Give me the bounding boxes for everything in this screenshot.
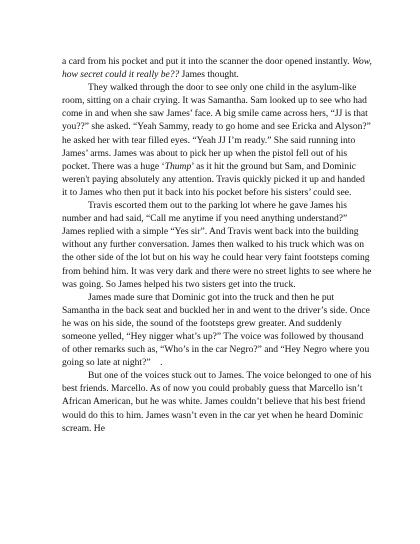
paragraph [62, 291, 372, 370]
text-run: a card from his pocket and put it into the scanner the door opened instantly. [62, 56, 352, 67]
body-text [62, 55, 372, 435]
text-run: Travis escorted them out to the parking lot where he gave James his number and had said, “Call me anytime if you need anything understand?” James replied with a simple “Yes sir”. And Travis went back into the building without any further conversation. James then walked to his truck which was on the other side of the lot but on his way he could hear very faint footsteps coming from behind him. It was very dark and there were no street lights to see where he was going. So James helped his two sisters get into the truck. [62, 200, 372, 290]
paragraph [62, 369, 372, 434]
text-run: ’ as it hit the ground but Sam, and Dominic weren't paying absolutely any attention. Travis quickly picked it up and handed it to James who then put it back into his pocket before his sisters’ could see. [62, 160, 365, 198]
italic-thought: Wow, how secret could it really be?? [62, 56, 372, 81]
text-run: They walked through the door to see only one child in the asylum-like room, sitting on a chair crying. It was Samantha. Sam looked up to see who had come in and when she saw James’ face. A big smile came across hers, “JJ is that you??” she asked. “Yeah Sammy, ready to go home and see Ericka and Alyson?” he asked her with tear filled eyes. “Yeah JJ I’m ready.” She said running into James’ arms. James was about to pick her up when the pistol fell out of his pocket. There was a huge ‘ [62, 82, 371, 172]
paragraph [62, 55, 372, 81]
text-run: James thought. [179, 69, 239, 81]
text-run: James made sure that Dominic got into the truck and then he put Samantha in the back seat and buckled her in and went to the driver’s side. Once he was on his side, the sound of the footsteps grew greater. And suddenly someone yelled, “Hey nigger what’s up?” The voice was followed by thousand of other remarks such as, “Who’s in the car Negro?” and “Hey Negro where you going so late at night?” . [62, 291, 370, 369]
paragraph [62, 81, 372, 199]
text-run: But one of the voices stuck out to James. The voice belonged to one of his best friends. Marcello. As of now you could probably guess that Marcello isn’t African American, but he was white. James couldn’t believe that his best friend would do this to him. James wasn’t even in the car yet when he heard Dominic scream. He [62, 370, 372, 434]
italic-sound: Thump [164, 160, 192, 172]
paragraph [62, 199, 372, 291]
